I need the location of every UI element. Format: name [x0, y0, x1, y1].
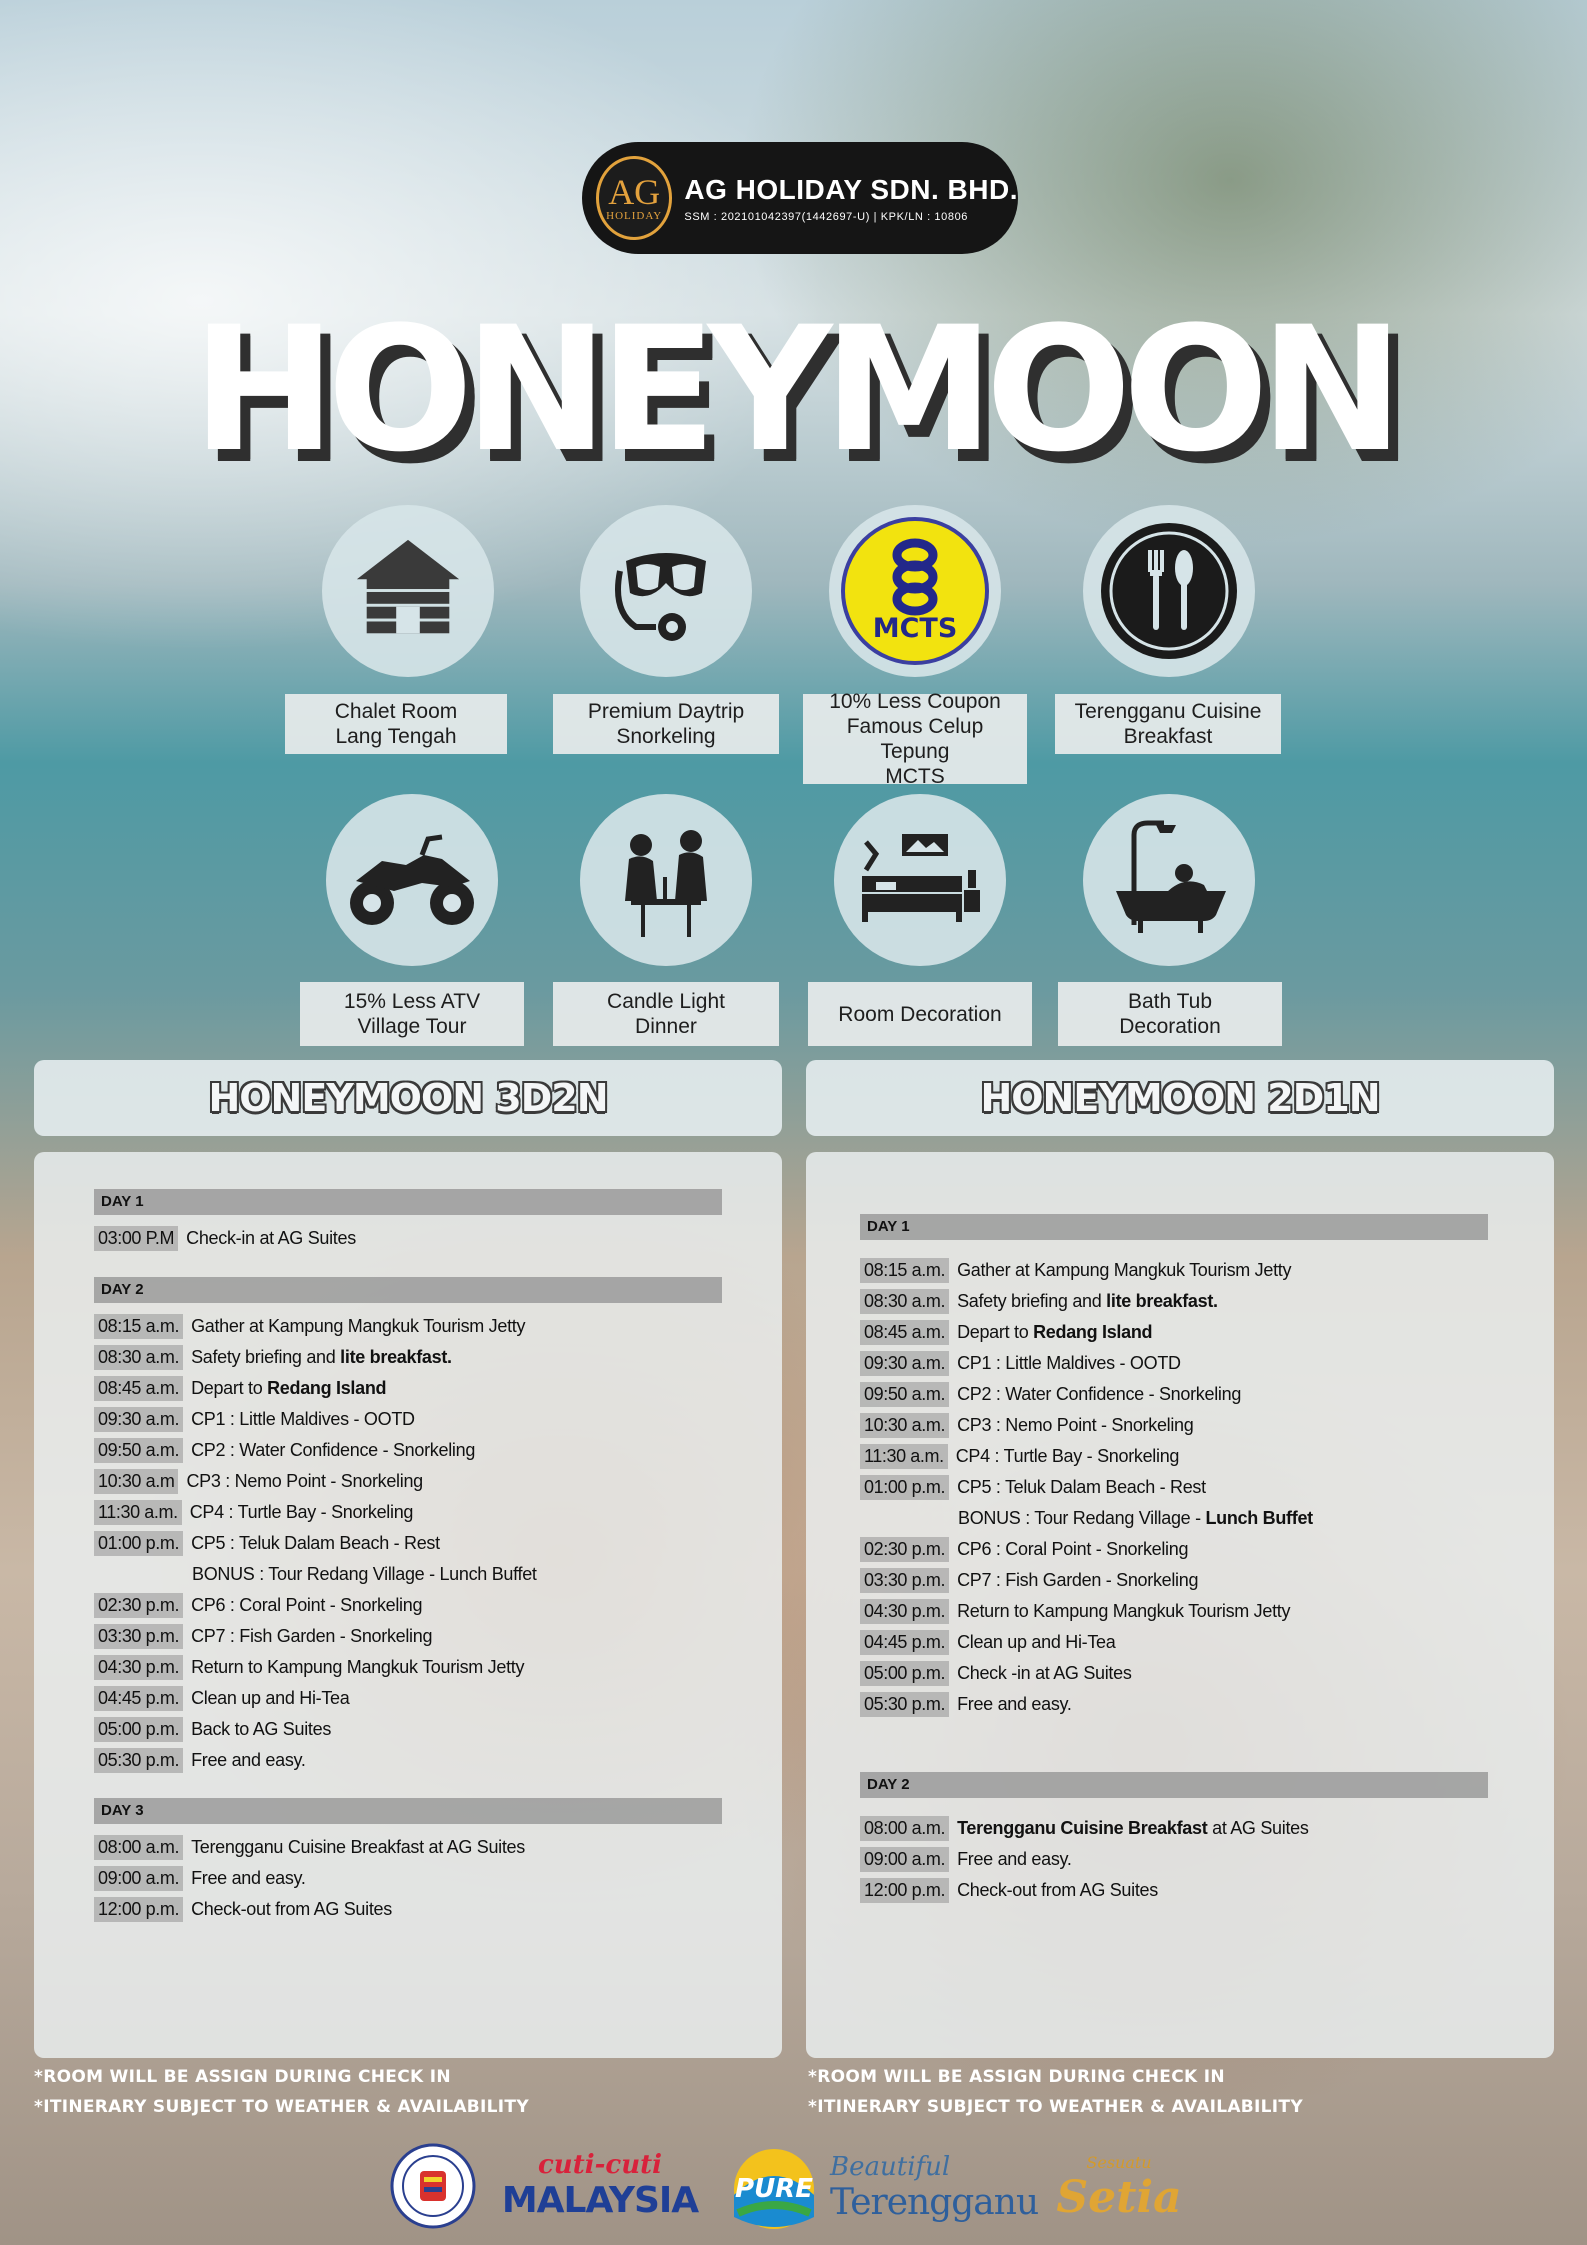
row-time: 08:45 a.m. — [94, 1376, 183, 1401]
row-activity: CP6 : Coral Point - Snorkeling — [191, 1594, 423, 1615]
day-label: DAY 2 — [94, 1277, 722, 1303]
itinerary-row — [860, 1535, 1188, 1563]
caption-line: Lang Tengah — [335, 725, 457, 748]
row-time: 04:45 p.m. — [860, 1630, 949, 1655]
row-time: 08:30 a.m. — [94, 1345, 183, 1370]
row-activity: CP2 : Water Confidence - Snorkeling — [191, 1439, 476, 1460]
row-time: 05:00 p.m. — [860, 1661, 949, 1686]
company-brand-badge — [582, 142, 1018, 254]
notes-left — [34, 2062, 529, 2122]
caption-line: Candle Light — [607, 990, 725, 1013]
itinerary-row — [860, 1814, 1309, 1842]
day-label: DAY 1 — [94, 1189, 722, 1215]
row-time: 11:30 a.m. — [94, 1500, 182, 1525]
caption-line: MCTS — [885, 765, 945, 788]
caption-line: Decoration — [1119, 1015, 1221, 1038]
package-3d2n-header — [34, 1060, 782, 1136]
plate-cutlery-icon — [1083, 505, 1255, 677]
row-activity: CP1 : Little Maldives - OOTD — [957, 1352, 1181, 1373]
sesuatu-setia-logo — [1044, 2141, 1194, 2235]
row-time: 09:50 a.m. — [94, 1438, 183, 1463]
itinerary-row — [94, 1224, 356, 1252]
row-activity: CP7 : Fish Garden - Snorkeling — [191, 1625, 433, 1646]
activity-bold: lite breakfast. — [340, 1346, 452, 1367]
feature-caption-mcts — [803, 690, 1027, 788]
row-time: 03:30 p.m. — [860, 1568, 949, 1593]
itinerary-row — [860, 1411, 1193, 1439]
row-activity: CP4 : Turtle Bay - Snorkeling — [955, 1445, 1180, 1466]
row-activity: Clean up and Hi-Tea — [191, 1687, 350, 1708]
mcts-logo-text: MCTS — [872, 613, 958, 644]
row-activity: CP6 : Coral Point - Snorkeling — [957, 1538, 1189, 1559]
beautiful-terengganu-logo — [830, 2139, 1039, 2235]
row-activity: BONUS : Tour Redang Village - Lunch Buffet — [192, 1563, 537, 1584]
itinerary-row — [94, 1498, 413, 1526]
activity-bold: Lunch Buffet — [1205, 1507, 1313, 1528]
row-time: 02:30 p.m. — [860, 1537, 949, 1562]
terengganu-text: Terengganu — [830, 2181, 1039, 2223]
row-activity: Check-out from AG Suites — [191, 1898, 392, 1919]
itinerary-row-bonus — [94, 1560, 537, 1588]
row-activity — [957, 1818, 1309, 1839]
row-time: 09:00 a.m. — [94, 1866, 183, 1891]
row-time: 09:30 a.m. — [860, 1351, 949, 1376]
note-line: *ROOM WILL BE ASSIGN DURING CHECK IN — [34, 2067, 451, 2087]
row-time: 03:30 p.m. — [94, 1624, 183, 1649]
row-time: 08:00 a.m. — [860, 1816, 949, 1841]
row-activity: Check -in at AG Suites — [957, 1662, 1132, 1683]
activity-text: BONUS : Tour Redang Village - — [958, 1507, 1206, 1528]
itinerary-row — [94, 1467, 423, 1495]
itinerary-row — [860, 1318, 1152, 1346]
row-time: 05:30 p.m. — [860, 1692, 949, 1717]
row-activity: Free and easy. — [191, 1749, 306, 1770]
row-activity — [191, 1347, 452, 1368]
itinerary-row — [94, 1436, 475, 1464]
package-3d2n-itinerary — [34, 1152, 782, 2058]
activity-text: at AG Suites — [1207, 1817, 1309, 1838]
itinerary-row — [860, 1628, 1115, 1656]
row-time: 09:50 a.m. — [860, 1382, 949, 1407]
page-title: HONEYMOON — [192, 289, 1395, 490]
itinerary-row — [94, 1833, 525, 1861]
note-line: *ITINERARY SUBJECT TO WEATHER & AVAILABILITY — [808, 2097, 1303, 2117]
feature-caption-chalet — [285, 694, 507, 754]
itinerary-row — [860, 1287, 1218, 1315]
row-activity: Free and easy. — [957, 1848, 1072, 1869]
activity-text: Safety briefing and — [191, 1346, 341, 1367]
partner-logos — [0, 2125, 1587, 2235]
itinerary-row — [94, 1864, 306, 1892]
day-label: DAY 2 — [860, 1772, 1488, 1798]
row-time: 04:30 p.m. — [860, 1599, 949, 1624]
chalet-icon — [322, 505, 494, 677]
itinerary-row — [94, 1715, 331, 1743]
row-time: 11:30 a.m. — [860, 1444, 948, 1469]
itinerary-row — [860, 1349, 1181, 1377]
pure-text: PURE — [735, 2174, 813, 2204]
notes-right — [808, 2062, 1303, 2122]
itinerary-row — [94, 1684, 349, 1712]
row-activity: Free and easy. — [191, 1867, 306, 1888]
row-activity — [191, 1378, 386, 1399]
row-time: 01:00 p.m. — [860, 1475, 949, 1500]
itinerary-row — [860, 1597, 1290, 1625]
beautiful-text: Beautiful — [830, 2151, 951, 2182]
activity-bold: Redang Island — [267, 1377, 387, 1398]
sesuatu-text: Sesuatu — [1086, 2153, 1152, 2172]
row-activity: Back to AG Suites — [191, 1718, 332, 1739]
row-activity: CP3 : Nemo Point - Snorkeling — [957, 1414, 1194, 1435]
itinerary-row — [94, 1405, 415, 1433]
note-line: *ITINERARY SUBJECT TO WEATHER & AVAILABILITY — [34, 2097, 529, 2117]
logo-subtext: HOLIDAY — [606, 210, 663, 222]
row-time: 01:00 p.m. — [94, 1531, 183, 1556]
package-3d2n-title: HONEYMOON 3D2N — [208, 1076, 608, 1120]
bedroom-icon — [834, 794, 1006, 966]
caption-line: Premium Daytrip — [587, 700, 745, 723]
row-activity — [957, 1291, 1218, 1312]
pure-logo — [724, 2147, 824, 2231]
itinerary-row-bonus — [860, 1504, 1313, 1532]
feature-caption-breakfast — [1055, 694, 1281, 754]
activity-text: Depart to — [191, 1377, 268, 1398]
itinerary-row — [860, 1659, 1132, 1687]
row-time: 08:45 a.m. — [860, 1320, 949, 1345]
row-time: 08:00 a.m. — [94, 1835, 183, 1860]
caption-line: Terengganu Cuisine — [1074, 700, 1262, 723]
row-time: 04:30 p.m. — [94, 1655, 183, 1680]
itinerary-row — [94, 1529, 440, 1557]
row-time: 09:00 a.m. — [860, 1847, 949, 1872]
cuti-cuti-malaysia-logo — [490, 2135, 710, 2235]
itinerary-row — [94, 1343, 452, 1371]
row-activity: Check-out from AG Suites — [957, 1879, 1158, 1900]
row-activity: Check-in at AG Suites — [186, 1227, 356, 1248]
ministry-seal-icon — [390, 2143, 476, 2229]
row-activity: Gather at Kampung Mangkuk Tourism Jetty — [191, 1315, 526, 1336]
row-time: 10:30 a.m. — [860, 1413, 949, 1438]
activity-bold: lite breakfast. — [1106, 1290, 1218, 1311]
activity-bold: Terengganu Cuisine Breakfast — [957, 1817, 1208, 1838]
itinerary-row — [860, 1256, 1291, 1284]
row-activity: CP2 : Water Confidence - Snorkeling — [957, 1383, 1242, 1404]
itinerary-row — [94, 1312, 525, 1340]
company-name: AG HOLIDAY SDN. BHD. — [684, 173, 1018, 205]
caption-line: Snorkeling — [616, 725, 716, 748]
itinerary-row — [860, 1845, 1072, 1873]
feature-caption-bathtub — [1058, 982, 1282, 1046]
itinerary-row — [94, 1622, 432, 1650]
mcts-logo-icon — [829, 505, 1001, 677]
caption-line: Dinner — [635, 1015, 697, 1038]
company-logo — [596, 156, 672, 240]
row-time: 02:30 p.m. — [94, 1593, 183, 1618]
bathtub-icon — [1083, 794, 1255, 966]
itinerary-row — [860, 1380, 1241, 1408]
row-activity: Free and easy. — [957, 1693, 1072, 1714]
feature-caption-snorkeling — [553, 694, 779, 754]
caption-line: Bath Tub — [1127, 990, 1213, 1013]
row-time: 08:15 a.m. — [94, 1314, 183, 1339]
row-activity: Return to Kampung Mangkuk Tourism Jetty — [957, 1600, 1291, 1621]
feature-caption-atv — [300, 982, 524, 1046]
row-time: 12:00 p.m. — [94, 1897, 183, 1922]
itinerary-row — [860, 1566, 1198, 1594]
row-activity: CP5 : Teluk Dalam Beach - Rest — [957, 1476, 1206, 1497]
row-activity: Terengganu Cuisine Breakfast at AG Suites — [191, 1836, 525, 1857]
setia-text: Setia — [1056, 2172, 1182, 2223]
itinerary-row — [860, 1690, 1072, 1718]
activity-bold: Redang Island — [1033, 1321, 1153, 1342]
row-activity: Gather at Kampung Mangkuk Tourism Jetty — [957, 1259, 1292, 1280]
atv-icon — [326, 794, 498, 966]
caption-line: Village Tour — [357, 1015, 467, 1038]
row-time: 10:30 a.m — [94, 1469, 178, 1494]
caption-line: 10% Less Coupon — [829, 690, 1001, 713]
feature-caption-candle-dinner — [553, 982, 779, 1046]
row-time: 09:30 a.m. — [94, 1407, 183, 1432]
itinerary-row — [94, 1653, 524, 1681]
day-label: DAY 3 — [94, 1798, 722, 1824]
row-activity: Return to Kampung Mangkuk Tourism Jetty — [191, 1656, 525, 1677]
snorkel-mask-icon — [580, 505, 752, 677]
row-time: 04:45 p.m. — [94, 1686, 183, 1711]
itinerary-row — [860, 1473, 1206, 1501]
caption-line: Room Decoration — [838, 1002, 1002, 1026]
package-2d1n-itinerary — [806, 1152, 1554, 2058]
row-time: 12:00 p.m. — [860, 1878, 949, 1903]
package-2d1n-header — [806, 1060, 1554, 1136]
row-activity: CP1 : Little Maldives - OOTD — [191, 1408, 415, 1429]
row-time: 05:00 p.m. — [94, 1717, 183, 1742]
company-registration: SSM : 202101042397(1442697-U) | KPK/LN : 10806 — [684, 210, 969, 223]
row-activity: CP3 : Nemo Point - Snorkeling — [186, 1470, 423, 1491]
note-line: *ROOM WILL BE ASSIGN DURING CHECK IN — [808, 2067, 1225, 2087]
caption-line: Famous Celup Tepung — [846, 715, 984, 763]
row-activity — [958, 1508, 1313, 1529]
activity-text: Depart to — [957, 1321, 1034, 1342]
row-time: 03:00 P.M — [94, 1226, 178, 1251]
caption-line: 15% Less ATV — [343, 990, 481, 1013]
candle-dinner-icon — [580, 794, 752, 966]
malaysia-text: MALAYSIA — [501, 2179, 699, 2221]
row-activity: CP5 : Teluk Dalam Beach - Rest — [191, 1532, 440, 1553]
feature-caption-room-decoration — [808, 982, 1032, 1046]
row-activity — [957, 1322, 1152, 1343]
itinerary-row — [94, 1746, 306, 1774]
activity-text: Safety briefing and — [957, 1290, 1107, 1311]
caption-line: Breakfast — [1123, 725, 1213, 748]
logo-initials: AG — [608, 172, 661, 212]
row-time: 08:30 a.m. — [860, 1289, 949, 1314]
itinerary-row — [94, 1895, 392, 1923]
caption-line: Chalet Room — [334, 700, 458, 723]
itinerary-row — [94, 1374, 386, 1402]
day-label: DAY 1 — [860, 1214, 1488, 1240]
row-time: 08:15 a.m. — [860, 1258, 949, 1283]
row-time: 05:30 p.m. — [94, 1748, 183, 1773]
itinerary-row — [860, 1876, 1158, 1904]
package-2d1n-title: HONEYMOON 2D1N — [980, 1076, 1380, 1120]
row-activity: Clean up and Hi-Tea — [957, 1631, 1116, 1652]
itinerary-row — [860, 1442, 1179, 1470]
itinerary-row — [94, 1591, 422, 1619]
row-activity: CP7 : Fish Garden - Snorkeling — [957, 1569, 1199, 1590]
cuti-text: cuti-cuti — [537, 2149, 663, 2180]
row-activity: CP4 : Turtle Bay - Snorkeling — [189, 1501, 414, 1522]
